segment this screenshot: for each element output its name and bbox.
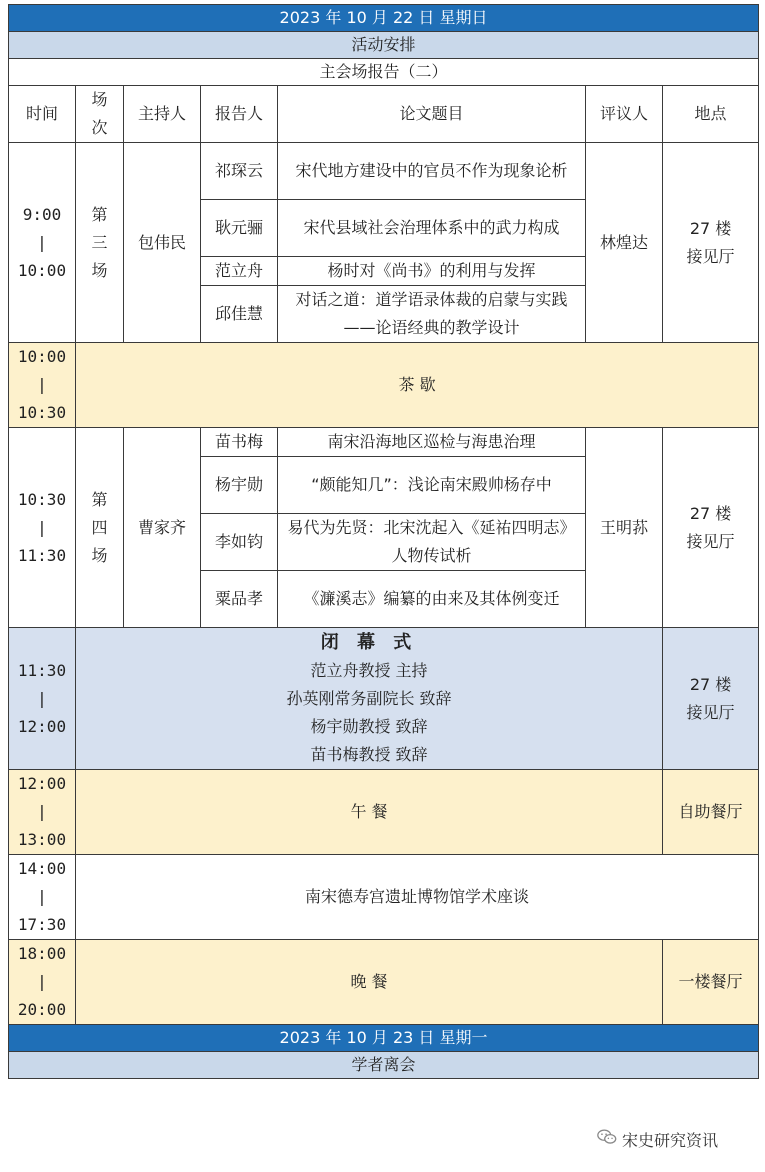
speaker-name: 苗书梅 xyxy=(201,428,278,457)
speaker-name: 耿元骊 xyxy=(201,200,278,257)
header-commentator: 评议人 xyxy=(586,86,663,143)
commentator-name: 王明荪 xyxy=(586,428,663,628)
host-name: 包伟民 xyxy=(124,143,201,343)
speaker-name: 祁琛云 xyxy=(201,143,278,200)
paper-title: 宋代县域社会治理体系中的武力构成 xyxy=(278,200,586,257)
speaker-name: 粟品孝 xyxy=(201,571,278,628)
time-cell: 14:00 | 17:30 xyxy=(9,855,76,940)
day2-section: 学者离会 xyxy=(9,1052,759,1079)
paper-title: 《濂溪志》编纂的由来及其体例变迁 xyxy=(278,571,586,628)
dinner-label: 晚 餐 xyxy=(76,940,663,1025)
time-cell: 10:00 | 10:30 xyxy=(9,343,76,428)
closing-line: 苗书梅教授 致辞 xyxy=(310,744,428,764)
place-cell: 27 楼 接见厅 xyxy=(663,628,759,770)
schedule-table xyxy=(8,4,759,1079)
schedule xyxy=(8,4,758,1079)
tea-label: 茶 歇 xyxy=(76,343,759,428)
closing-title: 闭 幕 式 xyxy=(320,631,418,653)
closing-row xyxy=(9,628,759,770)
closing-line: 孙英刚常务副院长 致辞 xyxy=(286,688,452,708)
wechat-icon xyxy=(596,1126,618,1152)
paper-title: 杨时对《尚书》的利用与发挥 xyxy=(278,257,586,286)
closing-line: 杨宇勋教授 致辞 xyxy=(310,716,428,736)
paper-title: 宋代地方建设中的官员不作为现象论析 xyxy=(278,143,586,200)
lunch-row xyxy=(9,770,759,855)
day2-date: 2023 年 10 月 23 日 星期一 xyxy=(9,1025,759,1052)
footer-watermark xyxy=(596,1126,718,1152)
paper-title: “颇能知几”：浅论南宋殿帅杨存中 xyxy=(278,457,586,514)
table-row xyxy=(9,143,759,200)
dinner-row xyxy=(9,940,759,1025)
speaker-name: 邱佳慧 xyxy=(201,286,278,343)
closing-line: 范立舟教授 主持 xyxy=(310,660,428,680)
paper-title: 对话之道：道学语录体裁的启蒙与实践——论语经典的教学设计 xyxy=(278,286,586,343)
place-cell: 27 楼 接见厅 xyxy=(663,428,759,628)
session-number: 第 四 场 xyxy=(76,428,124,628)
time-cell: 18:00 | 20:00 xyxy=(9,940,76,1025)
lunch-place: 自助餐厅 xyxy=(663,770,759,855)
place-cell: 27 楼 接见厅 xyxy=(663,143,759,343)
time-cell: 12:00 | 13:00 xyxy=(9,770,76,855)
dinner-place: 一楼餐厅 xyxy=(663,940,759,1025)
lunch-label: 午 餐 xyxy=(76,770,663,855)
commentator-name: 林煌达 xyxy=(586,143,663,343)
forum-row xyxy=(9,855,759,940)
session-title: 主会场报告（二） xyxy=(9,59,759,86)
header-title: 论文题目 xyxy=(278,86,586,143)
header-host: 主持人 xyxy=(124,86,201,143)
header-session: 场 次 xyxy=(76,86,124,143)
header-speaker: 报告人 xyxy=(201,86,278,143)
table-row xyxy=(9,428,759,457)
closing-details xyxy=(76,628,663,770)
time-cell: 11:30 | 12:00 xyxy=(9,628,76,770)
paper-title: 南宋沿海地区巡检与海患治理 xyxy=(278,428,586,457)
speaker-name: 杨宇勋 xyxy=(201,457,278,514)
speaker-name: 李如钧 xyxy=(201,514,278,571)
time-cell: 9:00 | 10:00 xyxy=(9,143,76,343)
time-cell: 10:30 | 11:30 xyxy=(9,428,76,628)
host-name: 曹家齐 xyxy=(124,428,201,628)
header-time: 时间 xyxy=(9,86,76,143)
day1-section: 活动安排 xyxy=(9,32,759,59)
forum-label: 南宋德寿宫遗址博物馆学术座谈 xyxy=(76,855,759,940)
day1-date: 2023 年 10 月 22 日 星期日 xyxy=(9,5,759,32)
footer-text: 宋史研究资讯 xyxy=(622,1130,719,1150)
paper-title: 易代为先贤：北宋沈起入《延祐四明志》人物传试析 xyxy=(278,514,586,571)
header-place: 地点 xyxy=(663,86,759,143)
session-number: 第 三 场 xyxy=(76,143,124,343)
tea-row xyxy=(9,343,759,428)
header-row xyxy=(9,86,759,143)
speaker-name: 范立舟 xyxy=(201,257,278,286)
